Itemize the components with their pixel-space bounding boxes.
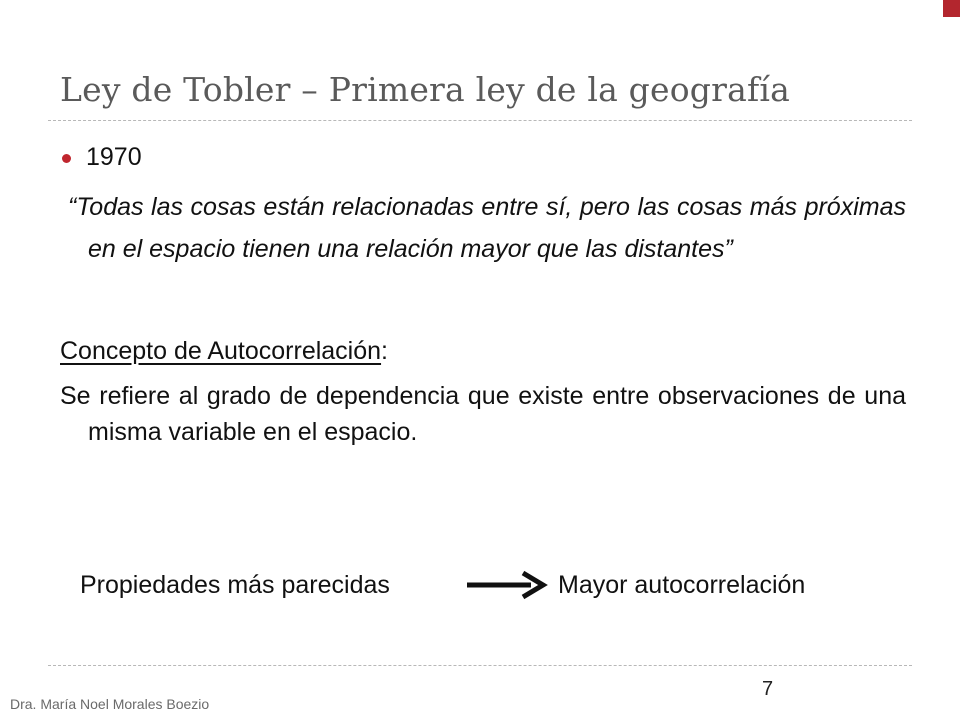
relation-line (80, 565, 880, 605)
relation-right-text: Mayor autocorrelación (558, 571, 806, 599)
bullet-year: 1970 (86, 143, 142, 171)
concept-heading-colon: : (381, 337, 388, 365)
title-divider (48, 120, 912, 121)
right-arrow-icon (465, 569, 555, 601)
slide-body (60, 140, 906, 450)
concept-heading (60, 334, 906, 368)
footer-divider (48, 665, 912, 666)
corner-accent (943, 0, 960, 17)
page-number: 7 (762, 678, 774, 700)
concept-heading-text: Concepto de Autocorrelación (60, 337, 382, 365)
bullet-dot-icon (62, 154, 71, 163)
bullet-item (60, 140, 906, 174)
footer-author: Dra. María Noel Morales Boezio (10, 696, 210, 712)
slide-title: Ley de Tobler – Primera ley de la geografía (60, 70, 791, 109)
relation-left-text: Propiedades más parecidas (80, 571, 390, 599)
concept-definition: Se refiere al grado de dependencia que existe entre observaciones de una misma variable en el espacio. (60, 382, 906, 446)
tobler-quote: “Todas las cosas están relacionadas entre sí, pero las cosas más próximas en el espacio tienen una relación mayor que las distantes” (68, 193, 906, 263)
